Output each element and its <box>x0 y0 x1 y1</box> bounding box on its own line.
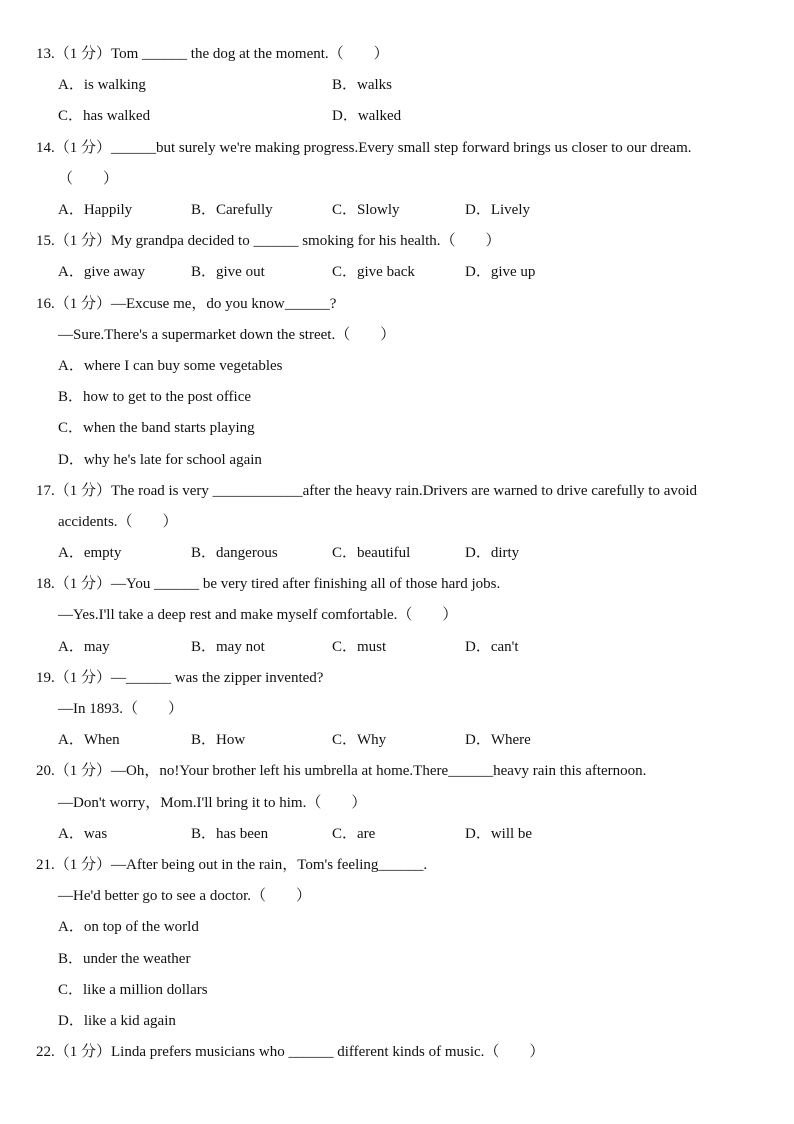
option-d: D．Lively <box>465 201 530 218</box>
question-13 <box>36 39 766 133</box>
options-row <box>36 819 766 850</box>
option-d: D．like a kid again <box>58 1012 176 1029</box>
option-a: A．is walking <box>58 77 146 94</box>
option-d: D．give up <box>465 264 536 281</box>
question-18 <box>36 569 766 663</box>
exam-page <box>36 39 766 1068</box>
option-a: A．give away <box>58 264 146 281</box>
options-row <box>36 257 766 288</box>
option-b: B．how to get to the post office <box>58 389 252 406</box>
question-22 <box>36 1037 766 1068</box>
question-16 <box>36 289 766 476</box>
option-d: D．Where <box>465 732 531 749</box>
option-c: C．give back <box>332 264 415 281</box>
question-21 <box>36 850 766 1037</box>
option-a: A．Happily <box>58 201 133 218</box>
options-row <box>36 538 766 569</box>
option-b: B．walks <box>332 77 393 94</box>
question-stem: 21.（1 分）—After being out in the rain，Tom's feeling______. <box>36 857 428 873</box>
option-d: D．can't <box>465 638 519 655</box>
option-c: C．are <box>332 825 376 842</box>
options-row <box>36 101 766 132</box>
dialogue-reply: —He'd better go to see a doctor.（ ） <box>58 888 312 905</box>
option-a: A．on top of the world <box>58 919 199 936</box>
question-stem: 20.（1 分）—Oh，no!Your brother left his umbrella at home.There______heavy rain this afternoon. <box>36 763 647 780</box>
option-c: C．Why <box>332 732 387 749</box>
option-d: D．walked <box>332 108 402 125</box>
option-b: B．may not <box>191 638 265 655</box>
question-stem: 14.（1 分）______but surely we're making progress.Every small step forward brings us closer to our dream. <box>36 139 692 156</box>
options-row <box>36 195 766 226</box>
dialogue-reply: —Sure.There's a supermarket down the street.（ ） <box>58 326 396 343</box>
option-b: B．under the weather <box>58 950 191 967</box>
option-b: B．give out <box>191 264 265 281</box>
option-a: A．where I can buy some vegetables <box>58 357 283 374</box>
question-stem: 16.（1 分）—Excuse me，do you know______? <box>36 295 337 312</box>
option-d: D．will be <box>465 825 533 842</box>
option-c: C．must <box>332 638 387 655</box>
question-stem: 19.（1 分）—______ was the zipper invented? <box>36 669 324 686</box>
option-c: C．Slowly <box>332 201 400 218</box>
option-a: A．When <box>58 732 120 749</box>
option-c: C．has walked <box>58 108 151 125</box>
option-c: C．when the band starts playing <box>58 420 255 437</box>
option-b: B．dangerous <box>191 545 278 562</box>
question-stem-continued: （ ） <box>58 170 119 187</box>
question-14 <box>36 133 766 227</box>
options-row <box>36 632 766 663</box>
option-b: B．has been <box>191 825 269 842</box>
dialogue-reply: —Yes.I'll take a deep rest and make myself comfortable.（ ） <box>58 607 458 624</box>
options-row <box>36 70 766 101</box>
option-d: D．why he's late for school again <box>58 451 262 468</box>
option-b: B．How <box>191 732 246 749</box>
option-c: C．like a million dollars <box>58 981 208 998</box>
option-d: D．dirty <box>465 545 520 562</box>
option-c: C．beautiful <box>332 545 411 562</box>
dialogue-reply: —In 1893.（ ） <box>58 701 183 718</box>
option-a: A．may <box>58 638 110 655</box>
question-stem: 17.（1 分）The road is very ____________after the heavy rain.Drivers are warned to drive carefully to avoid <box>36 482 698 499</box>
option-a: A．empty <box>58 545 122 562</box>
question-stem: 18.（1 分）—You ______ be very tired after finishing all of those hard jobs. <box>36 576 501 593</box>
dialogue-reply: —Don't worry，Mom.I'll bring it to him.（ ） <box>58 794 367 811</box>
question-stem: 15.（1 分）My grandpa decided to ______ smoking for his health.（ ） <box>36 233 501 250</box>
question-15 <box>36 226 766 288</box>
option-a: A．was <box>58 825 108 842</box>
question-stem: 22.（1 分）Linda prefers musicians who ______ different kinds of music.（ ） <box>36 1044 545 1061</box>
option-b: B．Carefully <box>191 201 273 218</box>
question-stem-continued: accidents.（ ） <box>58 513 178 530</box>
options-row <box>36 725 766 756</box>
question-20 <box>36 756 766 850</box>
question-stem: 13.（1 分）Tom ______ the dog at the moment.（ ） <box>36 46 389 62</box>
question-19 <box>36 663 766 757</box>
question-17 <box>36 476 766 570</box>
